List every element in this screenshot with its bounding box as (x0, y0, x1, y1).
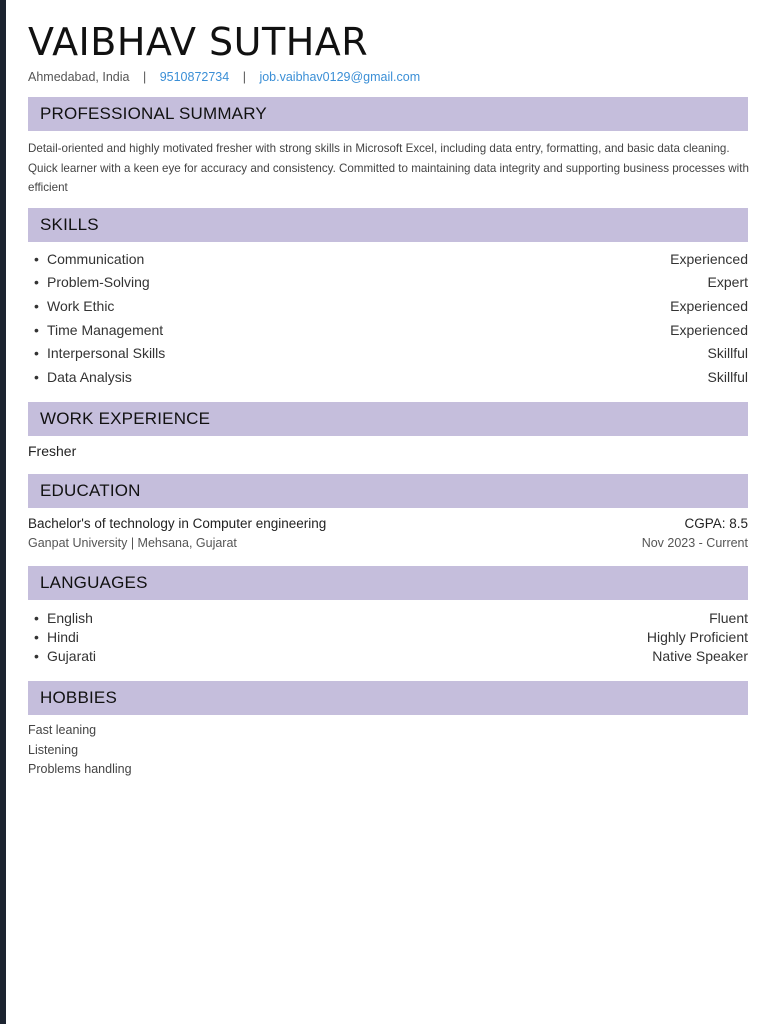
contact-separator: | (242, 70, 246, 84)
bullet: • (34, 610, 39, 626)
language-level: Fluent (709, 610, 748, 626)
skill-level: Experienced (670, 251, 748, 267)
education-dates: Nov 2023 - Current (641, 536, 748, 550)
bullet: • (34, 274, 39, 290)
section-header-work: WORK EXPERIENCE (28, 402, 748, 436)
skill-item (28, 251, 748, 271)
language-item (28, 629, 748, 649)
hobby-item: Fast leaning (28, 723, 97, 737)
language-item (28, 610, 748, 630)
language-name: Gujarati (47, 648, 97, 664)
language-level: Native Speaker (652, 648, 748, 664)
section-header-hobbies: HOBBIES (28, 681, 748, 715)
section-header-education: EDUCATION (28, 474, 748, 508)
bullet: • (34, 648, 39, 664)
skill-name: Problem-Solving (47, 274, 150, 290)
section-header-languages: LANGUAGES (28, 566, 748, 600)
phone-link[interactable]: 9510872734 (159, 70, 230, 84)
skill-name: Time Management (47, 322, 164, 338)
section-header-summary: PROFESSIONAL SUMMARY (28, 97, 748, 131)
skill-item (28, 298, 748, 318)
skill-level: Experienced (670, 298, 748, 314)
summary-text: Detail-oriented and highly motivated fresher with strong skills in Microsoft Excel, including data entry, formatting, and basic data cleaning. Quick learner with a keen eye for accuracy and consistency. Committed to maintaining data integrity and supporting business processes with efficient (28, 142, 749, 194)
contact-line (28, 70, 420, 84)
bullet: • (34, 322, 39, 338)
hobby-item: Problems handling (28, 762, 132, 776)
degree-text: Bachelor's of technology in Computer engineering (28, 516, 327, 531)
contact-separator: | (142, 70, 147, 84)
bullet: • (34, 369, 39, 385)
skill-level: Expert (707, 274, 748, 290)
candidate-name: VAIBHAV SUTHAR (28, 20, 369, 64)
email-link[interactable]: job.vaibhav0129@gmail.com (259, 70, 421, 84)
skill-item (28, 345, 748, 365)
language-name: English (47, 610, 93, 626)
bullet: • (34, 345, 39, 361)
skill-level: Skillful (707, 345, 748, 361)
skill-name: Communication (47, 251, 145, 267)
location-text: Ahmedabad, India (28, 70, 130, 84)
language-level: Highly Proficient (646, 629, 748, 645)
section-header-skills: SKILLS (28, 208, 748, 242)
resume-page (6, 0, 768, 1024)
bullet: • (34, 251, 39, 267)
skill-item (28, 369, 748, 389)
skill-item (28, 274, 748, 294)
bullet: • (34, 298, 39, 314)
skill-level: Skillful (707, 369, 748, 385)
skill-name: Data Analysis (47, 369, 132, 385)
skill-name: Interpersonal Skills (47, 345, 166, 361)
skill-level: Experienced (670, 322, 748, 338)
language-name: Hindi (47, 629, 79, 645)
grade-text: CGPA: 8.5 (684, 516, 748, 531)
language-item (28, 648, 748, 668)
skill-item (28, 322, 748, 342)
work-text: Fresher (28, 443, 77, 459)
school-text: Ganpat University | Mehsana, Gujarat (28, 536, 237, 550)
bullet: • (34, 629, 39, 645)
hobby-item: Listening (28, 743, 79, 757)
skill-name: Work Ethic (47, 298, 115, 314)
